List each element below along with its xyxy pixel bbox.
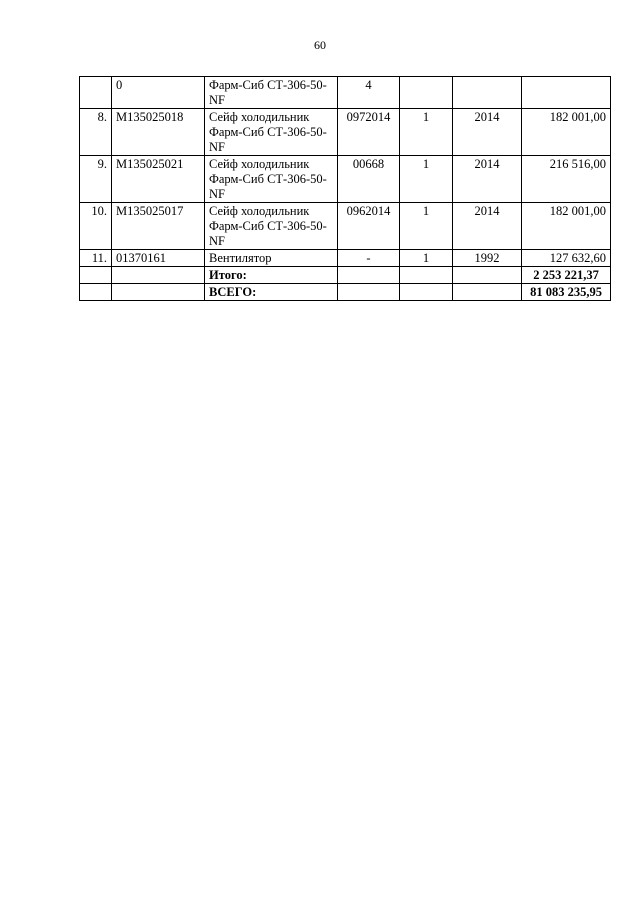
row-number: 9. bbox=[80, 156, 112, 203]
quantity bbox=[400, 77, 453, 109]
item-name: Сейф холодильник Фарм-Сиб СТ-306-50-NF bbox=[205, 203, 338, 250]
year: 2014 bbox=[453, 109, 522, 156]
quantity: 1 bbox=[400, 156, 453, 203]
inventory-number: 01370161 bbox=[112, 250, 205, 267]
year: 2014 bbox=[453, 156, 522, 203]
cost bbox=[522, 77, 611, 109]
cost: 182 001,00 bbox=[522, 203, 611, 250]
page-number: 60 bbox=[314, 38, 326, 52]
row-number: 8. bbox=[80, 109, 112, 156]
grand-total-label: ВСЕГО: bbox=[205, 284, 338, 301]
row-number bbox=[80, 77, 112, 109]
inventory-number: М135025021 bbox=[112, 156, 205, 203]
serial-number: 00668 bbox=[338, 156, 400, 203]
item-name: Сейф холодильник Фарм-Сиб СТ-306-50-NF bbox=[205, 156, 338, 203]
grand-total-row bbox=[80, 284, 611, 301]
table-row bbox=[80, 77, 611, 109]
inventory-number: М135025017 bbox=[112, 203, 205, 250]
item-name: Сейф холодильник Фарм-Сиб СТ-306-50-NF bbox=[205, 109, 338, 156]
quantity: 1 bbox=[400, 109, 453, 156]
year: 2014 bbox=[453, 203, 522, 250]
quantity: 1 bbox=[400, 250, 453, 267]
subtotal-label: Итого: bbox=[205, 267, 338, 284]
item-name: Вентилятор bbox=[205, 250, 338, 267]
table-row bbox=[80, 109, 611, 156]
serial-number: 0962014 bbox=[338, 203, 400, 250]
inventory-table bbox=[79, 76, 611, 301]
inventory-number: М135025018 bbox=[112, 109, 205, 156]
item-name: Фарм-Сиб СТ-306-50-NF bbox=[205, 77, 338, 109]
year bbox=[453, 77, 522, 109]
serial-number: - bbox=[338, 250, 400, 267]
row-number: 10. bbox=[80, 203, 112, 250]
cost: 216 516,00 bbox=[522, 156, 611, 203]
cost: 182 001,00 bbox=[522, 109, 611, 156]
table-row bbox=[80, 156, 611, 203]
year: 1992 bbox=[453, 250, 522, 267]
inventory-number: 0 bbox=[112, 77, 205, 109]
subtotal-row bbox=[80, 267, 611, 284]
grand-total-value: 81 083 235,95 bbox=[522, 284, 611, 301]
quantity: 1 bbox=[400, 203, 453, 250]
serial-number: 0972014 bbox=[338, 109, 400, 156]
serial-number: 4 bbox=[338, 77, 400, 109]
subtotal-value: 2 253 221,37 bbox=[522, 267, 611, 284]
table-row bbox=[80, 203, 611, 250]
cost: 127 632,60 bbox=[522, 250, 611, 267]
table-row bbox=[80, 250, 611, 267]
row-number: 11. bbox=[80, 250, 112, 267]
